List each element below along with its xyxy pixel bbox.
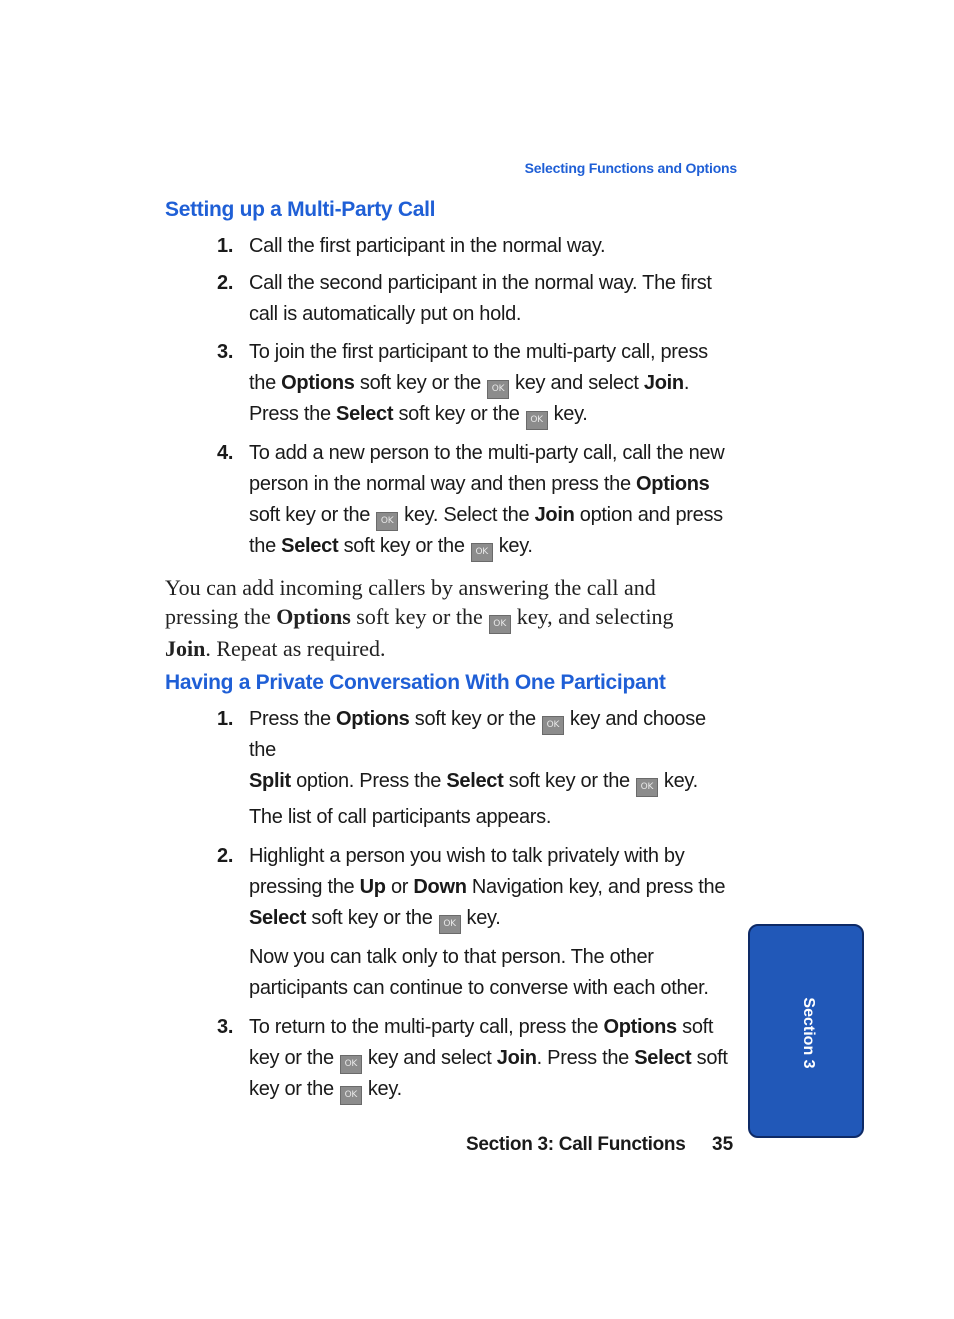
ok-key-icon: OK <box>526 411 548 430</box>
step-note: Now you can talk only to that person. The other participants can continue to converse with each other. <box>249 946 709 999</box>
ok-key-icon: OK <box>340 1055 362 1074</box>
section-heading-private-conversation: Having a Private Conversation With One Participant <box>165 671 666 694</box>
step-1: 1. Press the Options soft key or the OK key and choose the Split option. Press the Select soft key or the OK key. The list of call participants appears. <box>217 704 737 833</box>
ok-key-icon: OK <box>439 915 461 934</box>
section-side-tab <box>748 924 864 1138</box>
section-tab-label: Section 3 <box>800 997 817 1069</box>
step-2: 2. Highlight a person you wish to talk privately with by pressing the Up or Down Navigation key, and press the Select soft key or the OK key. Now you can talk only to that person. The other participants can continue to converse with each other. <box>217 841 737 1004</box>
ok-key-icon: OK <box>487 380 509 399</box>
body-paragraph: You can add incoming callers by answering the call and pressing the Options soft key or the OK key, and selecting Join. Repeat as required. <box>165 575 674 661</box>
steps-list-private <box>217 704 737 1105</box>
ok-key-icon: OK <box>376 512 398 531</box>
ok-key-icon: OK <box>471 543 493 562</box>
step-3: 3. To return to the multi-party call, press the Options soft key or the OK key and select Join. Press the Select soft key or the OK key. <box>217 1012 737 1105</box>
step-1: 1. Call the first participant in the normal way. <box>217 235 606 257</box>
step-2: 2. Call the second participant in the normal way. The first call is automatically put on hold. <box>217 272 712 325</box>
footer-section-title: Section 3: Call Functions <box>466 1134 686 1155</box>
ok-key-icon: OK <box>489 615 511 634</box>
section-heading-multi-party: Setting up a Multi-Party Call <box>165 198 436 221</box>
ok-key-icon: OK <box>636 778 658 797</box>
step-4: 4. To add a new person to the multi-party call, call the new person in the normal way and then press the Options soft key or the OK key. Select the Join option and press the Select soft key or the OK key. <box>217 438 737 562</box>
steps-list-multi-party <box>217 231 737 562</box>
ok-key-icon: OK <box>340 1086 362 1105</box>
running-header: Selecting Functions and Options <box>524 160 737 176</box>
step-note: The list of call participants appears. <box>249 806 552 828</box>
ok-key-icon: OK <box>542 716 564 735</box>
step-3: 3. To join the first participant to the multi-party call, press the Options soft key or the OK key and select Join. Press the Select soft key or the OK key. <box>217 337 737 430</box>
page-number: 35 <box>712 1134 734 1155</box>
